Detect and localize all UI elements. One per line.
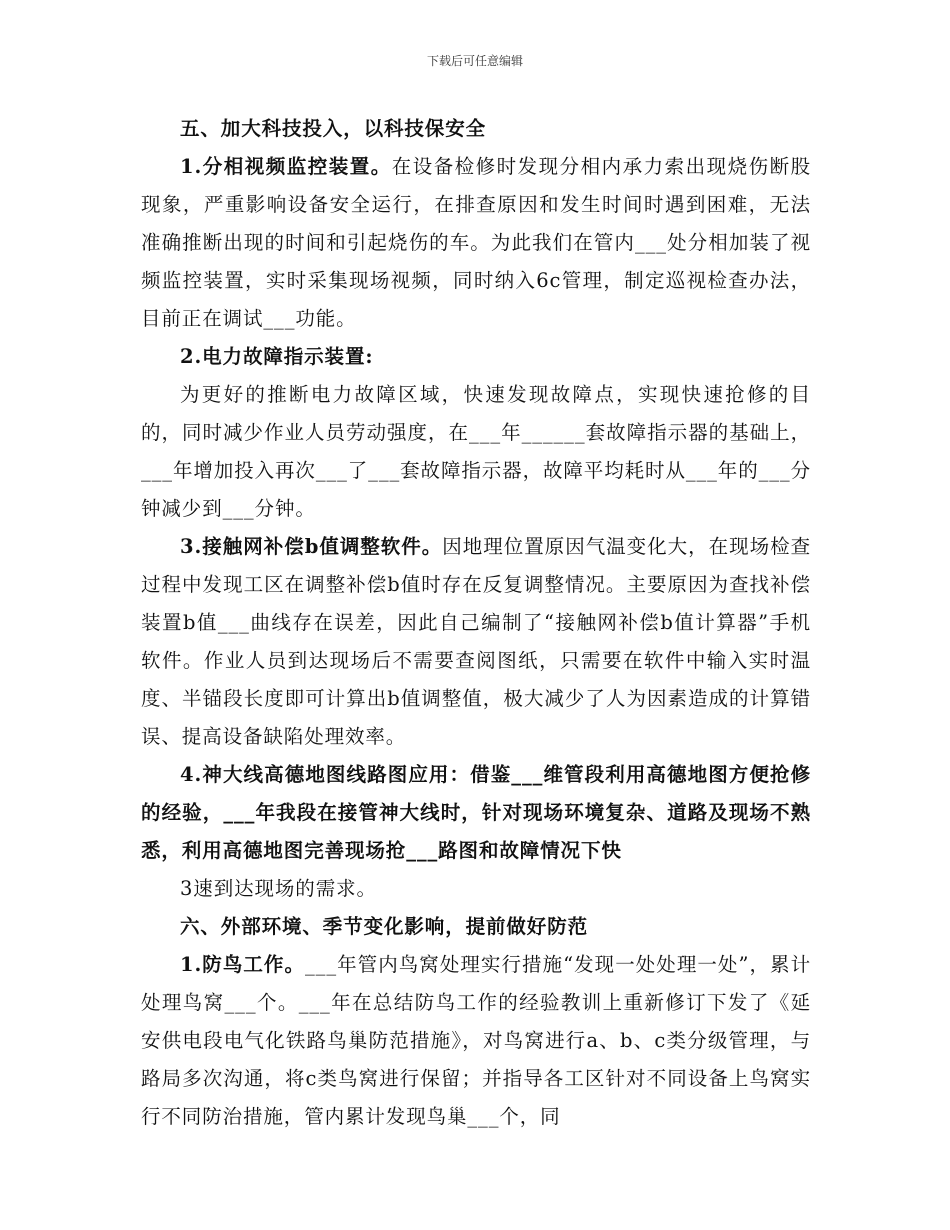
paragraph-lead: 1.防鸟工作。 bbox=[180, 953, 306, 976]
section-heading: 五、加大科技投入，以科技保安全 bbox=[180, 117, 487, 140]
paragraph-bold: 4.神大线高德地图线路图应用：借鉴___维管段利用高德地图方便抢修的经验，___年我段在接管神大线时，针对现场环境复杂、道路及现场不熟悉，利用高德地图完善现场抢___路图和故障情况下快 bbox=[141, 763, 811, 862]
paragraph-lead: 1.分相视频监控装置。 bbox=[180, 155, 392, 178]
paragraph-text: 因地理位置原因气温变化大，在现场检查过程中发现工区在调整补偿b值时存在反复调整情况。主要原因为查找补偿装置b值___曲线存在误差，因此自己编制了“接触网补偿b值计算器”手机软件。作业人员到达现场后不需要查阅图纸，只需要在软件中输入实时温度、半锚段长度即可计算出b值调整值，极大减少了人为因素造成的计算错误、提高设备缺陷处理效率。 bbox=[141, 535, 811, 748]
paragraph-lead: 3.接触网补偿b值调整软件。 bbox=[180, 535, 443, 558]
paragraph-text: 在设备检修时发现分相内承力索出现烧伤断股现象，严重影响设备安全运行，在排查原因和发生时间时遇到困难，无法准确推断出现的时间和引起烧伤的车。为此我们在管内___处分相加装了视频监控装置，实时采集现场视频，同时纳入6c管理，制定巡视检查办法，目前正在调试___功能。 bbox=[141, 155, 811, 330]
paragraph-text: ___年管内鸟窝处理实行措施“发现一处处理一处”，累计处理鸟窝___个。___年在总结防鸟工作的经验教训上重新修订下发了《延安供电段电气化铁路鸟巢防范措施》，对鸟窝进行a、b、c类分级管理，与路局多次沟通，将c类鸟窝进行保留；并指导各工区针对不同设备上鸟窝实行不同防治措施，管内累计发现鸟巢___个，同 bbox=[141, 953, 811, 1128]
section-heading: 六、外部环境、季节变化影响，提前做好防范 bbox=[180, 915, 589, 938]
document-body bbox=[141, 110, 811, 1136]
subheading: 2.电力故障指示装置: bbox=[180, 345, 374, 368]
paragraph bbox=[141, 946, 811, 1136]
paragraph bbox=[141, 148, 811, 338]
paragraph: 3速到达现场的需求。 bbox=[180, 877, 377, 900]
paragraph bbox=[141, 528, 811, 756]
paragraph: 为更好的推断电力故障区域，快速发现故障点，实现快速抢修的目的，同时减少作业人员劳动强度，在___年______套故障指示器的基础上，___年增加投入再次___了___套故障指示器，故障平均耗时从___年的___分钟减少到___分钟。 bbox=[141, 383, 811, 520]
page-header: 下载后可任意编辑 bbox=[426, 54, 523, 68]
